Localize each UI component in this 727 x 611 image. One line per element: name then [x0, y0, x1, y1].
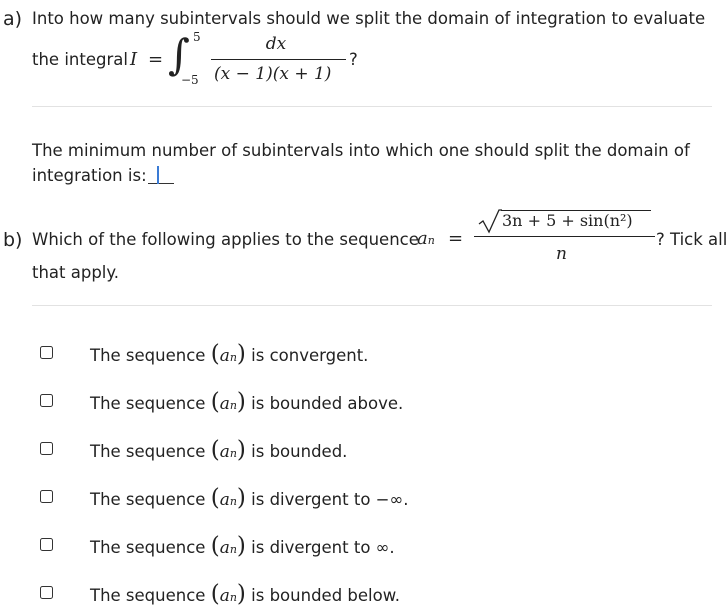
part-b-label: b)	[3, 229, 23, 251]
sqrt-sign-icon	[478, 208, 502, 234]
integral-numerator: dx	[265, 34, 287, 54]
option-checkbox-bounded[interactable]	[40, 442, 53, 455]
sequence-fraction-bar	[474, 236, 655, 237]
option-label-divergent-inf: is divergent to ∞.	[251, 538, 395, 557]
part-b-question-suffix: ? Tick all	[656, 230, 727, 249]
fraction-bar	[211, 59, 346, 60]
option-row: The sequence (an) is bounded below.	[90, 581, 400, 607]
option-checkbox-divergent-neg-inf[interactable]	[40, 490, 53, 503]
sequence-equals: =	[448, 228, 464, 249]
option-label-divergent-neg-inf: is divergent to −∞.	[251, 490, 409, 509]
option-row: The sequence (an) is divergent to −∞.	[90, 485, 409, 511]
option-checkbox-bounded-below[interactable]	[40, 586, 53, 599]
part-a-label: a)	[3, 8, 23, 30]
option-label-bounded-below: is bounded below.	[251, 586, 400, 605]
option-label-bounded-above: is bounded above.	[251, 394, 404, 413]
integral-equals: =	[148, 49, 164, 70]
text-cursor	[157, 166, 159, 184]
sequence-numerator: 3n + 5 + sin(n²)	[502, 211, 633, 230]
part-b-question-line2: that apply.	[32, 263, 120, 282]
integral-upper-limit: 5	[193, 30, 201, 44]
option-row: The sequence (an) is divergent to ∞.	[90, 533, 395, 559]
sequence-symbol: an	[417, 228, 435, 249]
sequence-denominator: n	[556, 244, 567, 264]
divider	[32, 106, 712, 107]
option-label-convergent: is convergent.	[251, 346, 369, 365]
integral-variable: I	[130, 49, 138, 70]
answer-input[interactable]	[148, 165, 174, 184]
integral-denominator: (x − 1)(x + 1)	[214, 64, 332, 84]
option-row: The sequence (an) is convergent.	[90, 341, 369, 367]
answer-underline	[148, 165, 174, 184]
part-a-prompt-line2: integration is:	[32, 166, 147, 185]
part-a-prompt-line1: The minimum number of subintervals into which one should split the domain of	[32, 141, 690, 160]
question-mark: ?	[349, 50, 358, 69]
part-a-question-line1: Into how many subintervals should we split the domain of integration to evaluate	[32, 9, 706, 28]
option-row: The sequence (an) is bounded.	[90, 437, 348, 463]
part-b-question-prefix: Which of the following applies to the sequence	[32, 230, 419, 249]
option-label-bounded: is bounded.	[251, 442, 348, 461]
integral-lower-limit: −5	[181, 73, 199, 87]
option-checkbox-bounded-above[interactable]	[40, 394, 53, 407]
option-checkbox-convergent[interactable]	[40, 346, 53, 359]
part-a-question-prefix: the integral	[32, 50, 128, 69]
integral-sign: ∫	[168, 30, 190, 79]
option-checkbox-divergent-inf[interactable]	[40, 538, 53, 551]
divider	[32, 305, 712, 306]
option-row: The sequence (an) is bounded above.	[90, 389, 404, 415]
